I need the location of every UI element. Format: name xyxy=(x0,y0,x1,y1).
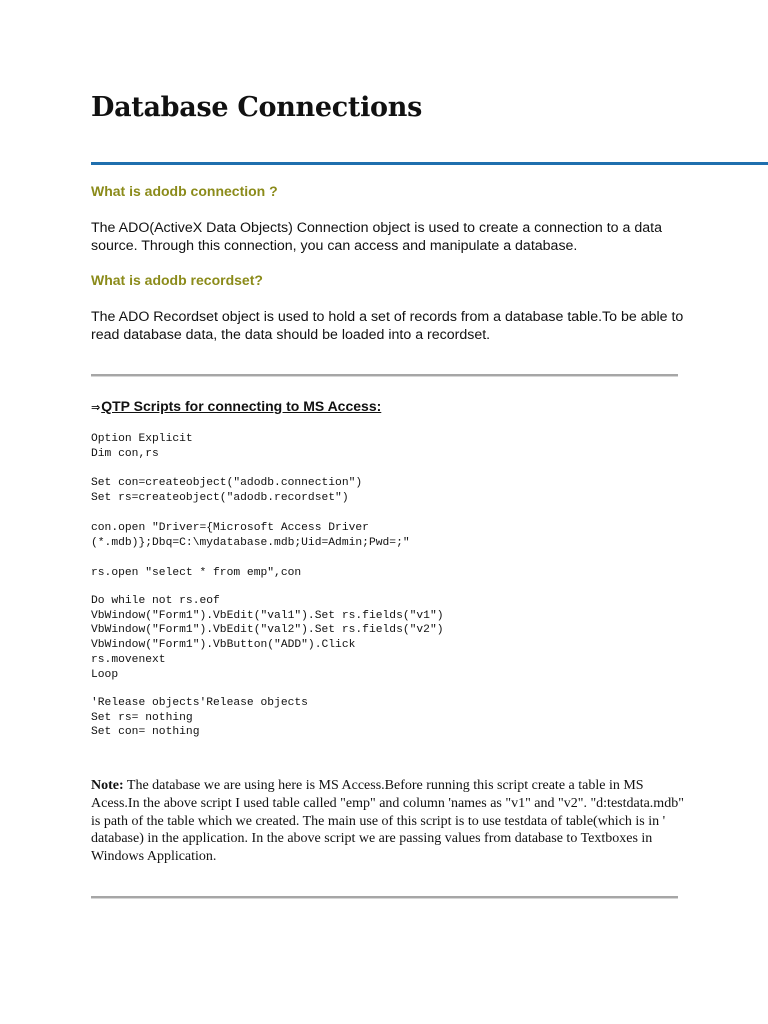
code-block-release: 'Release objects'Release objects Set rs= nothing Set con= nothing xyxy=(91,697,308,739)
scripts-heading-label: QTP Scripts for connecting to MS Access: xyxy=(101,398,382,414)
bottom-divider xyxy=(91,896,678,899)
note-label: Note: xyxy=(91,778,124,793)
note-paragraph xyxy=(91,777,691,866)
code-block-create-objects: Set con=createobject("adodb.connection") Set rs=createobject("adodb.recordset") xyxy=(91,477,363,504)
section-divider xyxy=(91,374,678,377)
double-arrow-icon: ⇒ xyxy=(91,401,101,414)
scripts-heading xyxy=(91,398,381,414)
code-block-recordset-open: rs.open "select * from emp",con xyxy=(91,567,302,579)
heading-adodb-recordset: What is adodb recordset? xyxy=(91,272,263,288)
title-divider xyxy=(91,162,768,165)
code-block-declarations: Option Explicit Dim con,rs xyxy=(91,433,193,460)
paragraph-adodb-connection: The ADO(ActiveX Data Objects) Connection object is used to create a connection to a data source. Through this connection, you can access and manipulate a database. xyxy=(91,220,662,254)
paragraph-adodb-recordset: The ADO Recordset object is used to hold a set of records from a database table.To be able to read database data, the data should be loaded into a recordset. xyxy=(91,309,684,343)
note-text: The database we are using here is MS Access.Before running this script create a table in MS Acess.In the above script I used table called "emp" and column 'names as "v1" and "v2". "d:testdata.mdb" is path of the table which we created. The main use of this script is to use testdata of table(which is in ' database) in the application. In the above script we are passing values from database to Textboxes in Windows Application. xyxy=(91,778,684,865)
code-block-loop: Do while not rs.eof VbWindow("Form1").VbEdit("val1").Set rs.fields("v1") VbWindow("Form1").VbEdit("val2").Set rs.fields("v2") VbWindow("Form1").VbButton("ADD").Click rs.movenext Loop xyxy=(91,595,444,681)
heading-adodb-connection: What is adodb connection ? xyxy=(91,183,278,199)
page-title: Database Connections xyxy=(91,92,422,123)
code-block-connection-open: con.open "Driver={Microsoft Access Driver (*.mdb)};Dbq=C:\mydatabase.mdb;Uid=Admin;Pwd=;" xyxy=(91,522,410,549)
